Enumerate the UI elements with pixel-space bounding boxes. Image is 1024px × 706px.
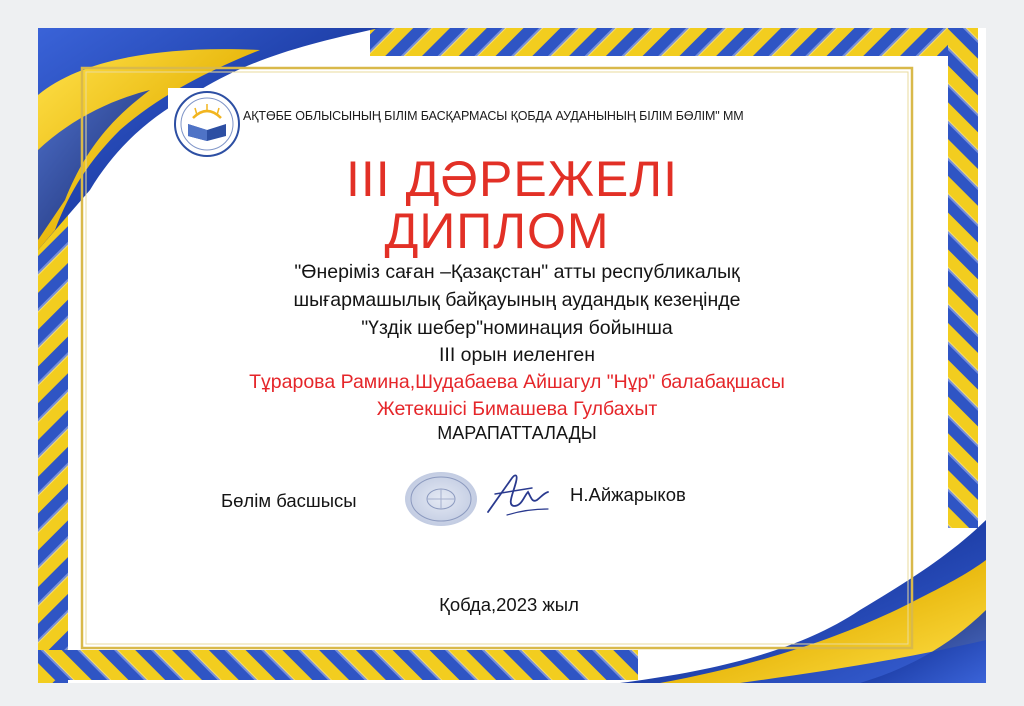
nomination-line: "Үздік шебер"номинация бойынша [361,317,673,339]
bottom-braid [38,650,638,680]
top-braid [370,28,948,56]
official-round-stamp-icon [405,472,477,526]
supervisor-line: Жетекшісі Бимашева Гулбахыт [376,398,658,420]
place-line: ІІІ орын иеленген [439,344,595,366]
diploma-degree-title: ІІІ ДӘРЕЖЕЛІ [346,151,678,207]
place-year-footer: Қобда,2023 жыл [439,594,579,615]
award-line: МАРАПАТТАЛАДЫ [437,423,597,443]
recipients-line: Тұрарова Рамина,Шудабаева Айшагул "Нұр" балабақшасы [249,371,785,393]
contest-stage-line: шығармашылық байқауының аудандық кезеңінде [293,289,741,311]
contest-name-line: "Өнеріміз саған –Қазақстан" атты республикалық [294,261,740,283]
signatory-role: Бөлім басшысы [221,490,357,511]
organization-header: АҚТӨБЕ ОБЛЫСЫНЫҢ БІЛІМ БАСҚАРМАСЫ ҚОБДА АУДАНЫНЫҢ БІЛІМ БӨЛІМ" ММ [243,109,744,123]
signatory-name: Н.Айжарыков [570,484,686,505]
diploma-title: ДИПЛОМ [384,203,610,259]
